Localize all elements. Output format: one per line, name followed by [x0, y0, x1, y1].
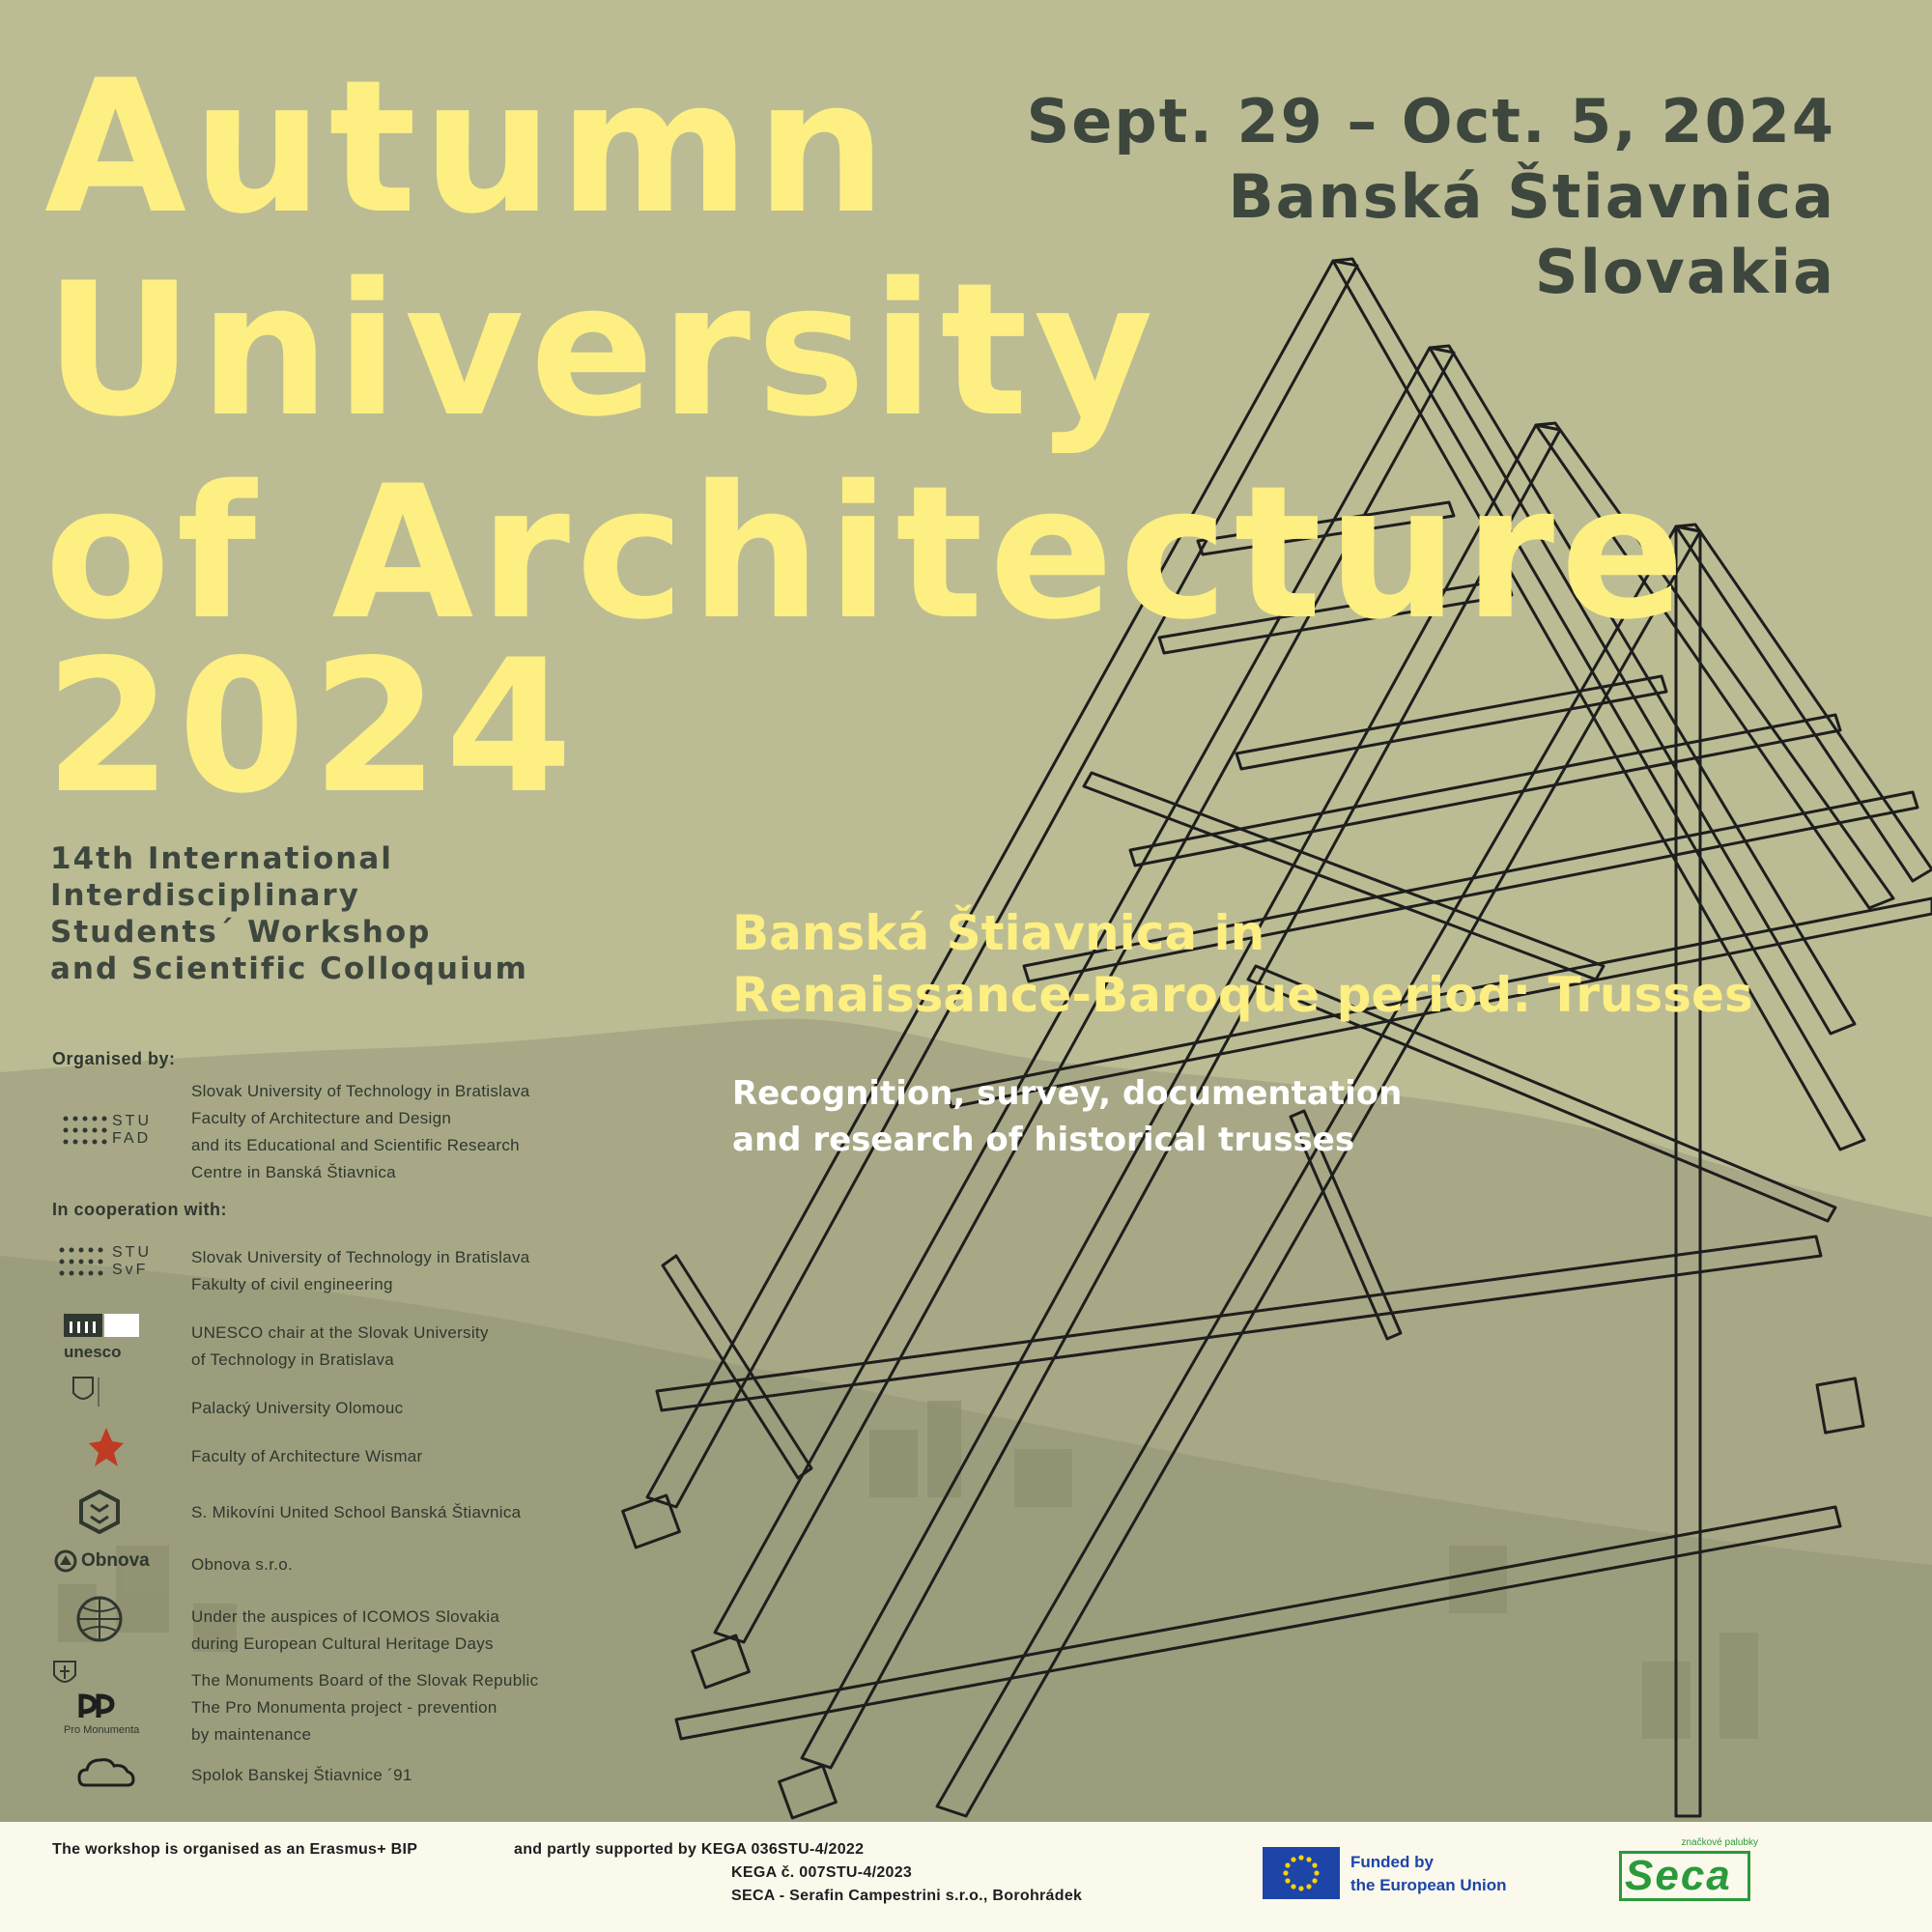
- hexagon-icon: [79, 1490, 120, 1534]
- palacky-description: [191, 1395, 403, 1422]
- theme-line-1: Banská Štiavnica in: [732, 905, 1265, 961]
- unesco-description: [191, 1320, 489, 1374]
- cloud-icon: [77, 1754, 135, 1789]
- event-dates: Sept. 29 – Oct. 5, 2024: [1026, 86, 1835, 156]
- spolok-logo: [77, 1754, 135, 1794]
- cooperation-label: In cooperation with:: [52, 1200, 227, 1219]
- coat-of-arms-icon: [52, 1660, 77, 1689]
- org-line: Centre in Banská Štiavnica: [191, 1163, 396, 1181]
- org-line: Under the auspices of ICOMOS Slovakia: [191, 1607, 500, 1626]
- eu-flag-icon: [1263, 1847, 1340, 1899]
- obnova-icon: [54, 1549, 77, 1573]
- dots-icon: [62, 1113, 110, 1150]
- org-line: Spolok Banskej Štiavnice ´91: [191, 1766, 412, 1784]
- org-line: and its Educational and Scientific Research: [191, 1136, 520, 1154]
- spolok-description: [191, 1762, 412, 1789]
- obnova-wordmark: Obnova: [81, 1550, 150, 1571]
- org-line: Faculty of Architecture Wismar: [191, 1447, 423, 1465]
- pro-monumenta-wordmark: Pro Monumenta: [64, 1724, 140, 1736]
- footer-erasmus: The workshop is organised as an Erasmus+ BIP: [52, 1841, 418, 1858]
- wismar-description: [191, 1443, 423, 1470]
- event-country: Slovakia: [1534, 237, 1835, 307]
- subtitle-line: 14th International: [50, 841, 393, 876]
- title-line-3: of Architecture: [44, 446, 1691, 660]
- eu-funding: [1350, 1851, 1507, 1897]
- stu-fad-logo: [62, 1113, 152, 1154]
- org-line: S. Mikovíni United School Banská Štiavnica: [191, 1503, 522, 1521]
- title-line-2: University: [44, 243, 1159, 457]
- org-line: Palacký University Olomouc: [191, 1399, 404, 1417]
- org-line: Faculty of Architecture and Design: [191, 1109, 452, 1127]
- globe-icon: [71, 1596, 128, 1644]
- eu-stars-icon: [1263, 1847, 1340, 1899]
- org-line: Slovak University of Technology in Bratislava: [191, 1248, 530, 1266]
- subtitle-line: Interdisciplinary: [50, 878, 360, 913]
- organiser-description: [191, 1078, 530, 1186]
- seca-logo: [1613, 1837, 1758, 1909]
- theme-title: [732, 902, 1753, 1026]
- org-line: Fakulty of civil engineering: [191, 1275, 393, 1293]
- unesco-logo: [64, 1312, 141, 1361]
- title-line-1: Autumn: [44, 41, 893, 254]
- org-line: by maintenance: [191, 1725, 312, 1744]
- wismar-logo: [87, 1426, 126, 1475]
- unesco-wordmark: unesco: [64, 1343, 122, 1361]
- subtitle-line: Students´ Workshop: [50, 915, 432, 950]
- org-line: Slovak University of Technology in Bratislava: [191, 1082, 530, 1100]
- event-subtitle: [50, 840, 528, 987]
- logo-text: STU: [112, 1244, 152, 1261]
- unesco-temple-icon: [64, 1312, 141, 1339]
- org-line: UNESCO chair at the Slovak University: [191, 1323, 489, 1342]
- organised-by-label: Organised by:: [52, 1049, 176, 1068]
- theme-line-2: Renaissance-Baroque period: Trusses: [732, 967, 1753, 1023]
- seca-wordmark: Seca: [1625, 1852, 1732, 1899]
- org-line: The Monuments Board of the Slovak Republic: [191, 1671, 539, 1690]
- title-line-4: 2024: [44, 620, 579, 834]
- theme-desc-2: and research of historical trusses: [732, 1121, 1355, 1159]
- footer-support-3: SECA - Serafin Campestrini s.r.o., Borohrádek: [731, 1888, 1083, 1904]
- eu-funding-line-1: Funded by: [1350, 1853, 1434, 1871]
- eu-funding-line-2: the European Union: [1350, 1876, 1507, 1894]
- palacky-logo: [70, 1376, 128, 1413]
- logo-text: FAD: [112, 1130, 152, 1147]
- stu-svf-description: [191, 1244, 530, 1298]
- obnova-logo: [54, 1549, 150, 1573]
- icomos-logo: [71, 1596, 128, 1649]
- event-city: Banská Štiavnica: [1228, 161, 1835, 232]
- theme-description: [732, 1070, 1402, 1163]
- obnova-description: [191, 1551, 293, 1578]
- shield-icon: [70, 1376, 128, 1408]
- org-line: The Pro Monumenta project - prevention: [191, 1698, 497, 1717]
- org-line: of Technology in Bratislava: [191, 1350, 395, 1369]
- pro-monumenta-logo: [62, 1690, 149, 1736]
- footer-support-2: KEGA č. 007STU-4/2023: [731, 1864, 913, 1881]
- mikovini-description: [191, 1499, 521, 1526]
- logo-text: SvF: [112, 1262, 149, 1278]
- star-icon: [87, 1426, 126, 1470]
- subtitle-line: and Scientific Colloquium: [50, 952, 528, 986]
- stu-svf-logo: [58, 1244, 152, 1286]
- logo-text: STU: [112, 1113, 152, 1129]
- theme-desc-1: Recognition, survey, documentation: [732, 1074, 1403, 1113]
- icomos-description: [191, 1604, 499, 1658]
- org-line: during European Cultural Heritage Days: [191, 1634, 494, 1653]
- seca-tagline: značkové palubky: [1681, 1837, 1758, 1848]
- footer-support-1: and partly supported by KEGA 036STU-4/2022: [514, 1841, 865, 1858]
- pro-monumenta-icon: [62, 1690, 149, 1719]
- monuments-description: [191, 1667, 538, 1748]
- dots-icon: [58, 1244, 106, 1281]
- mikovini-logo: [79, 1490, 120, 1539]
- org-line: Obnova s.r.o.: [191, 1555, 294, 1574]
- monuments-board-logo: [52, 1660, 77, 1693]
